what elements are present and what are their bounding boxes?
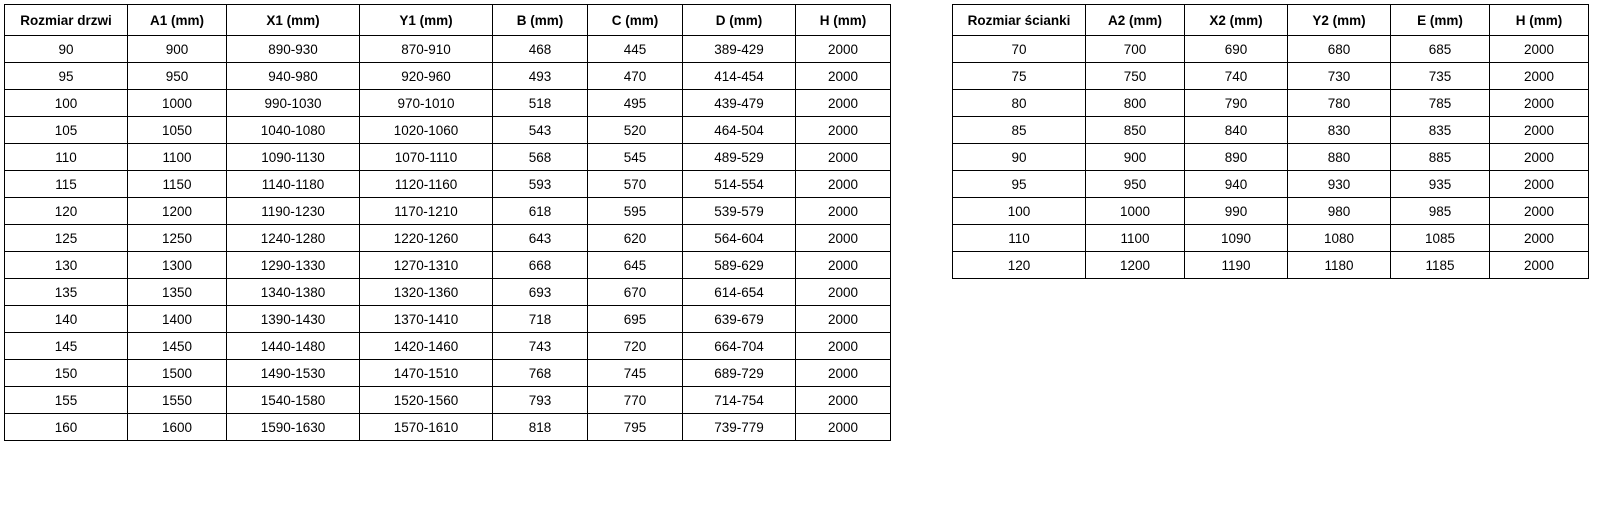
table-cell: 95 — [953, 171, 1086, 198]
table-cell: 1150 — [128, 171, 227, 198]
table-cell: 595 — [588, 198, 683, 225]
door-column-header: Y1 (mm) — [360, 5, 493, 36]
wall-column-header: A2 (mm) — [1086, 5, 1185, 36]
table-cell: 1300 — [128, 252, 227, 279]
table-cell: 689-729 — [683, 360, 796, 387]
table-cell: 740 — [1185, 63, 1288, 90]
table-cell: 389-429 — [683, 36, 796, 63]
table-row — [953, 225, 1589, 252]
door-column-header: B (mm) — [493, 5, 588, 36]
table-cell: 2000 — [796, 333, 891, 360]
table-cell: 2000 — [796, 306, 891, 333]
table-cell: 95 — [5, 63, 128, 90]
table-cell: 990 — [1185, 198, 1288, 225]
table-row — [953, 198, 1589, 225]
table-cell: 930 — [1288, 171, 1391, 198]
table-cell: 2000 — [796, 117, 891, 144]
table-cell: 2000 — [1490, 252, 1589, 279]
table-cell: 790 — [1185, 90, 1288, 117]
table-cell: 145 — [5, 333, 128, 360]
table-row — [5, 63, 891, 90]
table-cell: 1320-1360 — [360, 279, 493, 306]
door-column-header: C (mm) — [588, 5, 683, 36]
table-cell: 1500 — [128, 360, 227, 387]
table-cell: 2000 — [796, 36, 891, 63]
table-cell: 745 — [588, 360, 683, 387]
table-cell: 1020-1060 — [360, 117, 493, 144]
table-cell: 735 — [1391, 63, 1490, 90]
table-cell: 614-654 — [683, 279, 796, 306]
table-cell: 1040-1080 — [227, 117, 360, 144]
table-cell: 739-779 — [683, 414, 796, 441]
table-cell: 900 — [1086, 144, 1185, 171]
table-cell: 985 — [1391, 198, 1490, 225]
door-column-header: D (mm) — [683, 5, 796, 36]
table-cell: 1050 — [128, 117, 227, 144]
table-row — [5, 171, 891, 198]
table-cell: 664-704 — [683, 333, 796, 360]
table-cell: 75 — [953, 63, 1086, 90]
table-cell: 130 — [5, 252, 128, 279]
table-cell: 880 — [1288, 144, 1391, 171]
wall-sizes-table-container — [952, 4, 1589, 279]
table-cell: 439-479 — [683, 90, 796, 117]
table-cell: 1000 — [128, 90, 227, 117]
table-cell: 110 — [5, 144, 128, 171]
table-cell: 100 — [5, 90, 128, 117]
table-cell: 1170-1210 — [360, 198, 493, 225]
table-cell: 1090-1130 — [227, 144, 360, 171]
wall-column-header: X2 (mm) — [1185, 5, 1288, 36]
table-cell: 414-454 — [683, 63, 796, 90]
table-cell: 870-910 — [360, 36, 493, 63]
table-cell: 1390-1430 — [227, 306, 360, 333]
table-cell: 620 — [588, 225, 683, 252]
table-cell: 1540-1580 — [227, 387, 360, 414]
table-cell: 830 — [1288, 117, 1391, 144]
table-cell: 685 — [1391, 36, 1490, 63]
wall-column-header: E (mm) — [1391, 5, 1490, 36]
table-cell: 690 — [1185, 36, 1288, 63]
table-cell: 840 — [1185, 117, 1288, 144]
table-cell: 680 — [1288, 36, 1391, 63]
table-cell: 940 — [1185, 171, 1288, 198]
table-cell: 950 — [128, 63, 227, 90]
table-cell: 564-604 — [683, 225, 796, 252]
table-cell: 793 — [493, 387, 588, 414]
table-cell: 720 — [588, 333, 683, 360]
table-cell: 120 — [953, 252, 1086, 279]
table-cell: 1450 — [128, 333, 227, 360]
table-cell: 1190-1230 — [227, 198, 360, 225]
table-cell: 593 — [493, 171, 588, 198]
table-cell: 2000 — [1490, 225, 1589, 252]
table-cell: 160 — [5, 414, 128, 441]
table-row — [5, 306, 891, 333]
table-cell: 1440-1480 — [227, 333, 360, 360]
table-cell: 105 — [5, 117, 128, 144]
table-row — [5, 36, 891, 63]
door-sizes-table-container — [4, 4, 891, 441]
table-header-row — [953, 5, 1589, 36]
table-cell: 700 — [1086, 36, 1185, 63]
table-cell: 800 — [1086, 90, 1185, 117]
table-row — [5, 360, 891, 387]
table-cell: 2000 — [796, 252, 891, 279]
table-cell: 1570-1610 — [360, 414, 493, 441]
table-cell: 890 — [1185, 144, 1288, 171]
table-cell: 785 — [1391, 90, 1490, 117]
table-cell: 468 — [493, 36, 588, 63]
table-cell: 120 — [5, 198, 128, 225]
table-row — [5, 198, 891, 225]
table-row — [953, 117, 1589, 144]
table-cell: 890-930 — [227, 36, 360, 63]
table-cell: 818 — [493, 414, 588, 441]
table-cell: 589-629 — [683, 252, 796, 279]
table-cell: 1400 — [128, 306, 227, 333]
table-cell: 539-579 — [683, 198, 796, 225]
table-cell: 110 — [953, 225, 1086, 252]
table-row — [5, 144, 891, 171]
table-row — [5, 279, 891, 306]
table-cell: 743 — [493, 333, 588, 360]
table-cell: 668 — [493, 252, 588, 279]
table-cell: 2000 — [796, 198, 891, 225]
table-row — [5, 414, 891, 441]
table-cell: 2000 — [1490, 117, 1589, 144]
table-cell: 795 — [588, 414, 683, 441]
table-cell: 920-960 — [360, 63, 493, 90]
table-cell: 2000 — [796, 144, 891, 171]
table-cell: 768 — [493, 360, 588, 387]
table-cell: 1190 — [1185, 252, 1288, 279]
table-cell: 90 — [953, 144, 1086, 171]
table-row — [953, 63, 1589, 90]
table-cell: 850 — [1086, 117, 1185, 144]
table-cell: 1120-1160 — [360, 171, 493, 198]
table-cell: 639-679 — [683, 306, 796, 333]
table-cell: 750 — [1086, 63, 1185, 90]
table-cell: 718 — [493, 306, 588, 333]
table-row — [953, 36, 1589, 63]
table-cell: 2000 — [1490, 63, 1589, 90]
table-cell: 990-1030 — [227, 90, 360, 117]
door-column-header: H (mm) — [796, 5, 891, 36]
table-cell: 935 — [1391, 171, 1490, 198]
table-row — [5, 252, 891, 279]
table-cell: 1200 — [1086, 252, 1185, 279]
table-cell: 1080 — [1288, 225, 1391, 252]
table-cell: 1370-1410 — [360, 306, 493, 333]
table-row — [5, 225, 891, 252]
table-cell: 1520-1560 — [360, 387, 493, 414]
table-row — [953, 90, 1589, 117]
table-cell: 2000 — [796, 225, 891, 252]
table-cell: 2000 — [1490, 144, 1589, 171]
table-cell: 125 — [5, 225, 128, 252]
table-cell: 489-529 — [683, 144, 796, 171]
table-row — [953, 171, 1589, 198]
table-cell: 115 — [5, 171, 128, 198]
table-cell: 470 — [588, 63, 683, 90]
wall-column-header: Y2 (mm) — [1288, 5, 1391, 36]
door-column-header: A1 (mm) — [128, 5, 227, 36]
table-cell: 670 — [588, 279, 683, 306]
table-cell: 940-980 — [227, 63, 360, 90]
table-cell: 1240-1280 — [227, 225, 360, 252]
table-row — [5, 333, 891, 360]
table-row — [953, 252, 1589, 279]
table-cell: 1180 — [1288, 252, 1391, 279]
table-cell: 1100 — [128, 144, 227, 171]
table-cell: 1420-1460 — [360, 333, 493, 360]
table-cell: 543 — [493, 117, 588, 144]
table-cell: 2000 — [796, 414, 891, 441]
table-cell: 2000 — [1490, 90, 1589, 117]
table-cell: 1185 — [1391, 252, 1490, 279]
table-cell: 90 — [5, 36, 128, 63]
table-cell: 80 — [953, 90, 1086, 117]
table-cell: 1490-1530 — [227, 360, 360, 387]
table-cell: 570 — [588, 171, 683, 198]
table-cell: 1340-1380 — [227, 279, 360, 306]
table-cell: 140 — [5, 306, 128, 333]
table-cell: 1590-1630 — [227, 414, 360, 441]
table-cell: 2000 — [796, 90, 891, 117]
table-cell: 1250 — [128, 225, 227, 252]
table-cell: 70 — [953, 36, 1086, 63]
table-cell: 85 — [953, 117, 1086, 144]
table-cell: 514-554 — [683, 171, 796, 198]
table-cell: 1290-1330 — [227, 252, 360, 279]
table-cell: 1550 — [128, 387, 227, 414]
table-cell: 445 — [588, 36, 683, 63]
table-cell: 1085 — [1391, 225, 1490, 252]
table-cell: 1140-1180 — [227, 171, 360, 198]
wall-column-header: Rozmiar ścianki — [953, 5, 1086, 36]
table-header-row — [5, 5, 891, 36]
wall-column-header: H (mm) — [1490, 5, 1589, 36]
table-cell: 2000 — [796, 387, 891, 414]
table-cell: 643 — [493, 225, 588, 252]
table-cell: 980 — [1288, 198, 1391, 225]
table-row — [5, 117, 891, 144]
table-cell: 545 — [588, 144, 683, 171]
table-cell: 1200 — [128, 198, 227, 225]
table-cell: 1220-1260 — [360, 225, 493, 252]
table-cell: 493 — [493, 63, 588, 90]
table-cell: 950 — [1086, 171, 1185, 198]
table-cell: 900 — [128, 36, 227, 63]
table-cell: 2000 — [1490, 171, 1589, 198]
table-cell: 155 — [5, 387, 128, 414]
table-cell: 730 — [1288, 63, 1391, 90]
table-cell: 695 — [588, 306, 683, 333]
wall-sizes-table — [952, 4, 1589, 279]
table-cell: 1000 — [1086, 198, 1185, 225]
table-cell: 2000 — [1490, 198, 1589, 225]
table-cell: 835 — [1391, 117, 1490, 144]
table-cell: 150 — [5, 360, 128, 387]
table-cell: 495 — [588, 90, 683, 117]
table-cell: 714-754 — [683, 387, 796, 414]
door-column-header: X1 (mm) — [227, 5, 360, 36]
table-cell: 693 — [493, 279, 588, 306]
table-cell: 885 — [1391, 144, 1490, 171]
door-column-header: Rozmiar drzwi — [5, 5, 128, 36]
table-cell: 1470-1510 — [360, 360, 493, 387]
table-cell: 970-1010 — [360, 90, 493, 117]
table-row — [5, 90, 891, 117]
table-cell: 2000 — [796, 63, 891, 90]
table-cell: 1600 — [128, 414, 227, 441]
table-cell: 618 — [493, 198, 588, 225]
table-cell: 1070-1110 — [360, 144, 493, 171]
table-cell: 1090 — [1185, 225, 1288, 252]
table-cell: 645 — [588, 252, 683, 279]
table-cell: 464-504 — [683, 117, 796, 144]
table-cell: 780 — [1288, 90, 1391, 117]
table-cell: 770 — [588, 387, 683, 414]
table-cell: 1100 — [1086, 225, 1185, 252]
door-sizes-table — [4, 4, 891, 441]
table-cell: 520 — [588, 117, 683, 144]
table-cell: 2000 — [796, 279, 891, 306]
table-cell: 2000 — [1490, 36, 1589, 63]
table-cell: 1270-1310 — [360, 252, 493, 279]
table-row — [953, 144, 1589, 171]
table-cell: 135 — [5, 279, 128, 306]
table-cell: 1350 — [128, 279, 227, 306]
table-cell: 518 — [493, 90, 588, 117]
table-cell: 2000 — [796, 360, 891, 387]
table-cell: 568 — [493, 144, 588, 171]
table-cell: 100 — [953, 198, 1086, 225]
table-row — [5, 387, 891, 414]
table-cell: 2000 — [796, 171, 891, 198]
